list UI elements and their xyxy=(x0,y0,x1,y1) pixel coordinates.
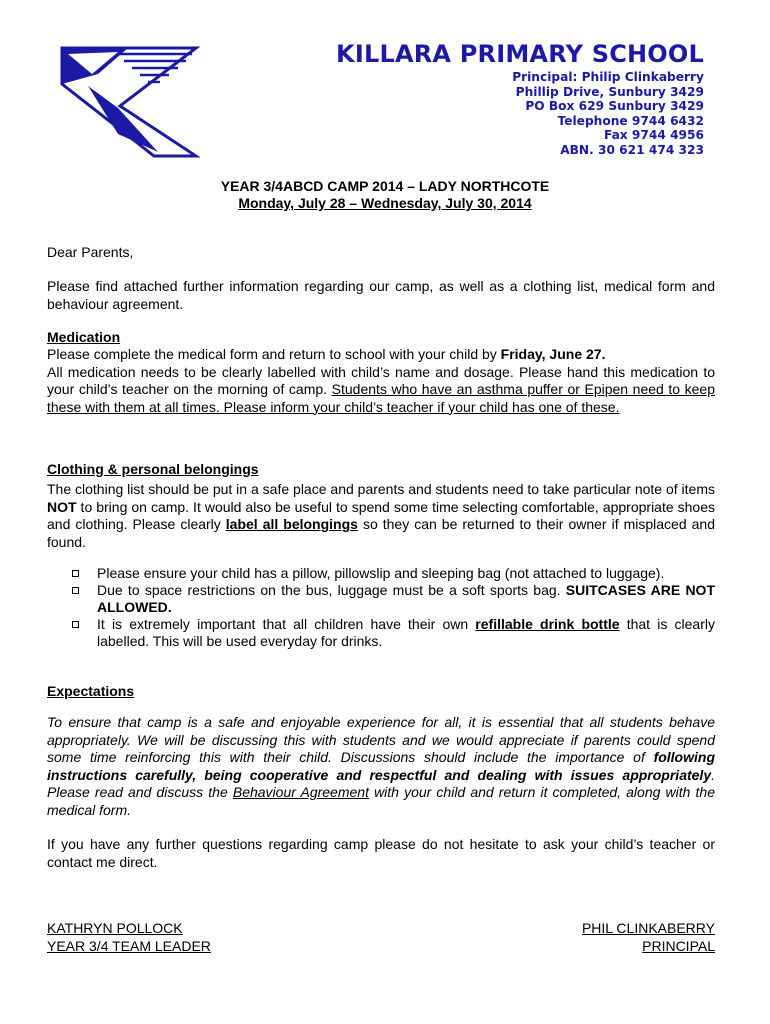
closing-paragraph: If you have any further questions regarding camp please do not hesitate to ask your child’s teacher or contact me direct. xyxy=(47,836,715,870)
bullet-3-text-a: It is extremely important that all children have their own xyxy=(97,616,476,632)
medication-heading-text: Medication xyxy=(47,329,121,345)
expectations-text-c: with your child and return it completed, along with the medical form. xyxy=(47,784,715,818)
expectations-text-a: To ensure that camp is a safe and enjoyable experience for all, it is essential that all students behave appropriately. We will be discussing this with students and we would appreciate if parents could spend some time reinforcing this with their child. Discussions should include the importance of xyxy=(47,714,715,765)
list-item xyxy=(72,616,715,650)
checkbox-square-icon xyxy=(72,621,79,628)
bullet-3-text-c: that is clearly labelled. This will be used everyday for drinks. xyxy=(97,616,715,649)
clothing-label-emphasis: label all belongings xyxy=(225,516,358,532)
signature-team-leader xyxy=(47,920,211,955)
clothing-not-emphasis: NOT xyxy=(47,498,77,515)
expectations-paragraph xyxy=(47,714,715,819)
letter-dates: Monday, July 28 – Wednesday, July 30, 2014 xyxy=(238,195,532,211)
checkbox-square-icon xyxy=(72,587,79,594)
clothing-bullet-list xyxy=(72,565,715,650)
address-line-2: PO Box 629 Sunbury 3429 xyxy=(525,99,704,114)
principal-role: PRINCIPAL xyxy=(642,937,715,954)
address-line-1: Phillip Drive, Sunbury 3429 xyxy=(515,84,704,99)
medication-asthma-note: Students who have an asthma puffer or Epipen need to keep these with them at all times. Please inform your child’s teacher if your child has one of these. xyxy=(47,381,715,415)
medication-heading xyxy=(47,329,715,347)
principal-name: PHIL CLINKABERRY xyxy=(581,920,715,936)
team-leader-name: KATHRYN POLLOCK xyxy=(47,920,183,936)
behaviour-agreement-link: Behaviour Agreement xyxy=(232,784,369,800)
clothing-text-a: The clothing list should be put in a safe place and parents and students need to take particular note of items xyxy=(47,481,715,497)
school-contact-block xyxy=(512,70,704,158)
team-leader-role: YEAR 3/4 TEAM LEADER xyxy=(47,937,211,954)
letter-title: YEAR 3/4ABCD CAMP 2014 – LADY NORTHCOTE xyxy=(220,178,550,194)
list-item xyxy=(72,582,715,616)
fax-line: Fax 9744 4956 xyxy=(603,128,704,143)
bullet-2-emphasis: SUITCASES ARE NOT ALLOWED. xyxy=(97,582,716,615)
bullet-1-text: Please ensure your child has a pillow, pillowslip and sleeping bag (not attached to luggage). xyxy=(97,565,665,581)
bullet-2-text: Due to space restrictions on the bus, luggage must be a soft sports bag. xyxy=(97,582,566,598)
signature-principal xyxy=(582,920,715,955)
clothing-paragraph xyxy=(47,481,715,551)
intro-paragraph: Please find attached further information regarding our camp, as well as a clothing list, medical form and behaviour agreement. xyxy=(47,278,715,312)
medication-paragraph xyxy=(47,346,715,416)
school-logo xyxy=(58,44,200,160)
expectations-text-b: . Please read and discuss the xyxy=(47,766,715,800)
principal-line: Principal: Philip Clinkaberry xyxy=(512,70,704,84)
telephone-line: Telephone 9744 6432 xyxy=(557,113,704,128)
medication-text-a: Please complete the medical form and return to school with your child by xyxy=(47,346,501,362)
clothing-text-b: to bring on camp. It would also be useful to spend some time selecting comfortable, appropriate shoes and clothing. Please clearly xyxy=(47,498,715,532)
medication-text-b: All medication needs to be clearly labelled with child’s name and dosage. Please hand this medication to your child’s teacher on the morning of camp. xyxy=(47,363,715,397)
expectations-heading xyxy=(47,683,715,701)
clothing-heading-text: Clothing & personal belongings xyxy=(47,461,259,477)
clothing-text-c: so they can be returned to their owner if misplaced and found. xyxy=(47,516,715,550)
salutation: Dear Parents, xyxy=(47,244,134,260)
abn-line: ABN. 30 621 474 323 xyxy=(560,142,704,157)
bullet-3-emphasis: refillable drink bottle xyxy=(475,616,620,632)
expectations-emphasis: following instructions carefully, being cooperative and respectful and dealing with issues appropriately xyxy=(47,749,715,783)
school-name: KILLARA PRIMARY SCHOOL xyxy=(336,40,704,68)
medication-due-date: Friday, June 27. xyxy=(500,346,606,362)
list-item xyxy=(72,565,715,582)
checkbox-square-icon xyxy=(72,570,79,577)
expectations-heading-text: Expectations xyxy=(47,683,135,699)
clothing-heading xyxy=(47,461,715,479)
